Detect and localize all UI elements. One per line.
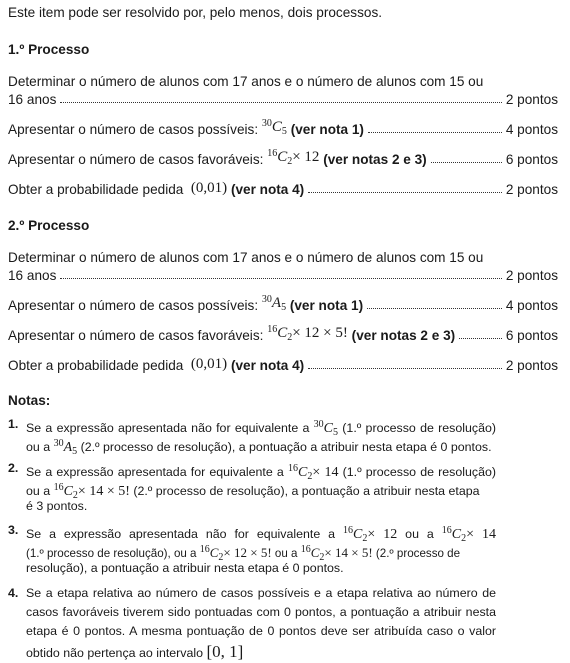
p1-step1: [8, 89, 558, 107]
p1-step1-line2: 16 anos: [8, 92, 57, 107]
interval-0-1: [0, 1]: [206, 641, 244, 661]
note-2-line2: ou a $^{16}C_2\times 14 \times 5$! (2.º processo de resolução), a pontuação a atribuir nesta etapa: [26, 482, 480, 502]
dotted-leader: [308, 368, 502, 369]
math-combination-30-5: $^{30}C_5$: [261, 118, 287, 137]
p2-step1-line2: 16 anos: [8, 268, 57, 283]
note-1-number: 1.: [8, 417, 19, 431]
p1-step1-points: 2 pontos: [505, 92, 558, 107]
note-2-number: 2.: [8, 461, 19, 475]
p2-step3: [8, 325, 558, 343]
p1-step3-label: Apresentar o número de casos favoráveis:: [8, 152, 264, 167]
note-4-line1: Se a etapa relativa ao número de casos possíveis e a etapa relativa ao número de: [26, 586, 496, 600]
note-1-line1: Se a expressão apresentada não for equivalente a $^{30}C_5$ (1.º processo de resolução): [26, 419, 496, 438]
intro-text: Este item pode ser resolvido por, pelo menos, dois processos.: [8, 5, 383, 20]
note-3: [8, 521, 494, 581]
p1-step1-line1: Determinar o número de alunos com 17 anos e o número de alunos com 15 ou: [8, 74, 484, 89]
note-3-line1: Se a expressão apresentada não for equivalente a $^{16}C_2\times 12$ ou a $^{16}C_2\times 14$: [26, 525, 496, 544]
dotted-leader: [60, 278, 501, 279]
p1-step2: [8, 119, 558, 137]
dotted-leader: [368, 132, 502, 133]
note-3-line3: resolução), a pontuação a atribuir nesta etapa é 0 pontos.: [26, 561, 344, 576]
note-4-line4: obtido não pertença ao intervalo [0, 1]: [26, 641, 244, 661]
dotted-leader: [60, 102, 501, 103]
math-combination-16-2-times-12: $^{16}C_2\times 12$: [267, 148, 320, 167]
p1-step4-note-ref: (ver nota 4): [230, 182, 305, 197]
p1-step3: [8, 149, 558, 167]
p2-step2-points: 4 pontos: [505, 298, 558, 313]
p1-step4-points: 2 pontos: [505, 182, 558, 197]
p1-step2-label: Apresentar o número de casos possíveis:: [8, 122, 259, 137]
p2-step3-note-ref: (ver notas 2 e 3): [351, 328, 456, 343]
dotted-leader: [367, 308, 502, 309]
p2-step4-value: (0,01): [190, 356, 228, 372]
note-4-line2: casos favoráveis tiverem sido pontuadas com 0 pontos, a pontuação a atribuir nesta: [26, 605, 496, 620]
p2-step4-note-ref: (ver nota 4): [230, 358, 305, 373]
note-4: [8, 584, 494, 662]
process2-title: 2.º Processo: [8, 218, 90, 233]
math-arrangement-30-5: $^{30}A_5$: [261, 294, 287, 313]
dotted-leader: [308, 192, 502, 193]
note-1-line2: ou a $^{30}A_5$ (2.º processo de resolução), a pontuação a atribuir nesta etapa é 0 pontos.: [26, 438, 492, 458]
dotted-leader: [431, 162, 502, 163]
p2-step2: [8, 295, 558, 313]
p1-step3-points: 6 pontos: [505, 152, 558, 167]
note-3-number: 3.: [8, 523, 19, 537]
note-2-line3: é 3 pontos.: [26, 499, 88, 514]
notes-title: Notas:: [8, 393, 51, 408]
p2-step2-note-ref: (ver nota 1): [289, 298, 364, 313]
p1-step4-value: (0,01): [190, 180, 228, 196]
p1-step4-label: Obter a probabilidade pedida: [8, 182, 184, 197]
p2-step1-line1: Determinar o número de alunos com 17 anos e o número de alunos com 15 ou: [8, 250, 484, 265]
p2-step3-label: Apresentar o número de casos favoráveis:: [8, 328, 264, 343]
p1-step3-note-ref: (ver notas 2 e 3): [323, 152, 427, 167]
p1-step2-note-ref: (ver nota 1): [290, 122, 364, 137]
p1-step2-points: 4 pontos: [505, 122, 558, 137]
note-2: [8, 459, 497, 519]
process1-title: 1.º Processo: [8, 42, 90, 57]
p2-step4-label: Obter a probabilidade pedida: [8, 358, 184, 373]
p2-step3-points: 6 pontos: [505, 328, 558, 343]
note-2-line1: Se a expressão apresentada for equivalente a $^{16}C_2\times 14$ (1.º processo de resolução): [26, 463, 497, 482]
p2-step1: [8, 265, 558, 283]
math-combination-16-2-times-12-times-5f: $^{16}C_2\times 12 \times 5$!: [267, 324, 348, 343]
p2-step4-points: 2 pontos: [505, 358, 558, 373]
p2-step4: [8, 355, 558, 373]
p1-step4: [8, 179, 558, 197]
note-3-line2: (1.º processo de resolução), ou a $^{16}C_2\times 12 \times 5$! ou a $^{16}C_2\times 14 \times 5$! (2.º processo de: [26, 544, 461, 564]
dotted-leader: [459, 338, 502, 339]
p2-step2-label: Apresentar o número de casos possíveis:: [8, 298, 259, 313]
p2-step1-points: 2 pontos: [505, 268, 558, 283]
note-1: [8, 415, 496, 458]
note-4-line3: etapa é 0 pontos. A mesma pontuação de 0 pontos deve ser atribuída caso o valor: [26, 624, 496, 639]
note-4-number: 4.: [8, 586, 19, 600]
